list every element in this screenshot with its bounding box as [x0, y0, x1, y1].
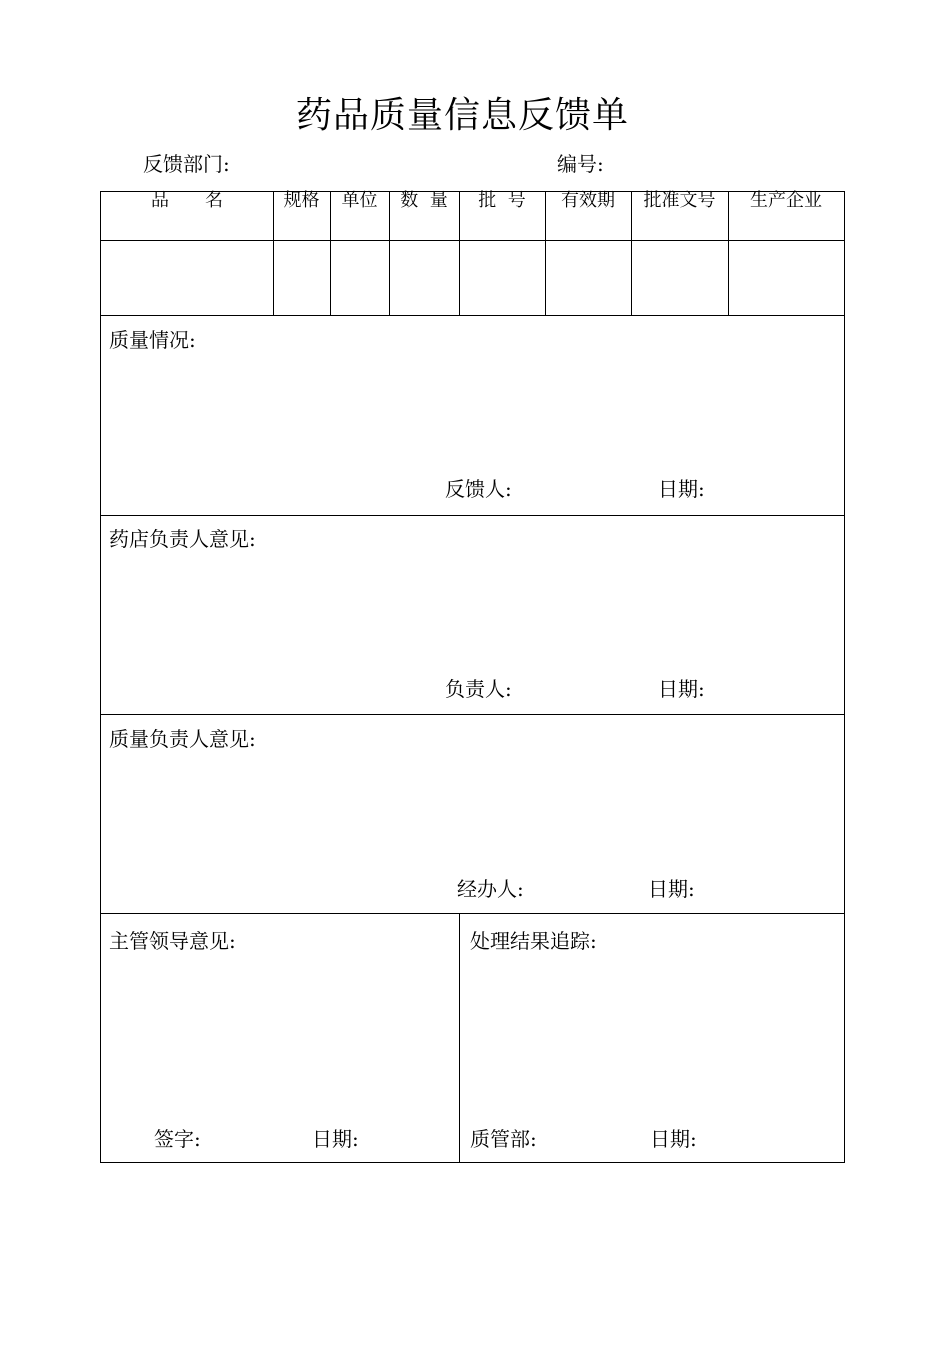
- header-expiry: 有效期: [561, 190, 615, 211]
- header-batch-number: 批 号: [478, 190, 526, 211]
- page-title: 药品质量信息反馈单: [295, 95, 629, 136]
- header-product-name: 品 名: [151, 190, 223, 211]
- row-divider: [101, 714, 844, 715]
- row-divider: [101, 315, 844, 316]
- quality-date-label: 日期:: [658, 477, 705, 501]
- cell-batch-number[interactable]: [459, 241, 545, 315]
- bottom-split-divider: [459, 913, 460, 1163]
- pharmacy-manager-opinion-label: 药店负责人意见:: [109, 527, 256, 551]
- header-approval-number: 批准文号: [643, 190, 716, 211]
- cell-spec[interactable]: [273, 241, 330, 315]
- feedback-person-label: 反馈人:: [445, 477, 512, 501]
- header-manufacturer: 生产企业: [750, 190, 822, 211]
- feedback-dept-label: 反馈部门:: [143, 152, 230, 176]
- row-divider: [101, 515, 844, 516]
- responsible-person-label: 负责人:: [445, 677, 512, 701]
- feedback-form: [100, 191, 845, 1163]
- quality-situation-label: 质量情况:: [109, 328, 196, 352]
- pharmacy-date-label: 日期:: [658, 677, 705, 701]
- header-spec: 规格: [283, 190, 320, 211]
- qa-department-label: 质管部:: [470, 1127, 537, 1151]
- cell-quantity[interactable]: [389, 241, 459, 315]
- qa-date-label: 日期:: [648, 877, 695, 901]
- result-tracking-label: 处理结果追踪:: [470, 929, 597, 953]
- header-quantity: 数 量: [400, 190, 448, 211]
- tracking-date-label: 日期:: [650, 1127, 697, 1151]
- quality-manager-opinion-label: 质量负责人意见:: [109, 727, 256, 751]
- leader-date-label: 日期:: [312, 1127, 359, 1151]
- serial-number-label: 编号:: [557, 152, 604, 176]
- row-divider: [101, 240, 844, 241]
- leader-opinion-label: 主管领导意见:: [109, 929, 236, 953]
- cell-approval-number[interactable]: [631, 241, 728, 315]
- handler-label: 经办人:: [457, 877, 524, 901]
- cell-unit[interactable]: [330, 241, 389, 315]
- cell-expiry[interactable]: [545, 241, 631, 315]
- header-unit: 单位: [341, 190, 378, 211]
- signature-label: 签字:: [154, 1127, 201, 1151]
- row-divider: [101, 913, 844, 914]
- cell-product-name[interactable]: [101, 241, 273, 315]
- cell-manufacturer[interactable]: [728, 241, 844, 315]
